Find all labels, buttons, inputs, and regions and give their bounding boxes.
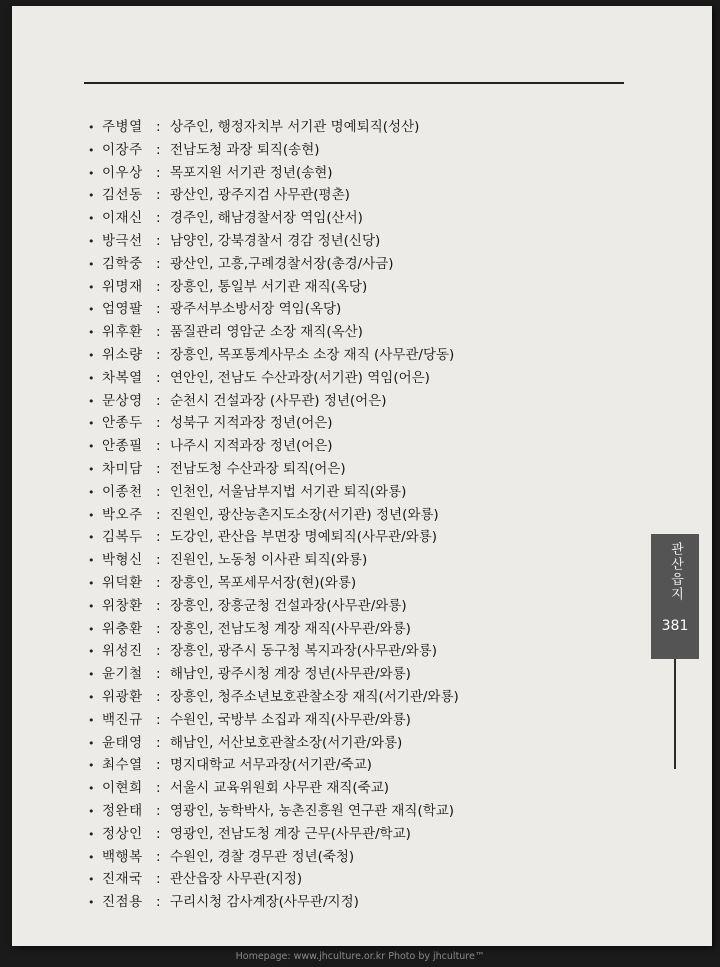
entry-name: 이우상 <box>102 164 143 181</box>
entry-name: 위충환 <box>102 620 143 637</box>
entry-description: 영광인, 전남도청 계장 근무(사무관/학교) <box>170 825 411 842</box>
bullet-icon: • <box>88 554 95 568</box>
entry-description: 장흥인, 전남도청 계장 재직(사무관/와룡) <box>170 620 411 637</box>
list-item <box>88 640 608 663</box>
bullet-icon: • <box>88 326 95 340</box>
side-rule <box>674 659 676 769</box>
entry-description: 장흥인, 통일부 서기관 재직(옥당) <box>170 278 368 295</box>
bullet-icon: • <box>88 417 95 431</box>
bullet-icon: • <box>88 234 95 248</box>
bullet-icon: • <box>88 759 95 773</box>
bullet-icon: • <box>88 896 95 910</box>
separator: : <box>156 506 161 523</box>
separator: : <box>156 460 161 477</box>
bullet-icon: • <box>88 143 95 157</box>
separator: : <box>156 666 161 683</box>
separator: : <box>156 643 161 660</box>
entry-description: 수원인, 국방부 소집과 재직(사무관/와룡) <box>170 711 411 728</box>
list-item <box>88 595 608 618</box>
list-item <box>88 618 608 641</box>
list-item <box>88 526 608 549</box>
list-item <box>88 184 608 207</box>
section-tab <box>651 534 699 659</box>
entry-description: 장흥인, 광주시 동구청 복지과장(사무관/와룡) <box>170 643 437 660</box>
entry-description: 장흥인, 청주소년보호관찰소장 재직(서기관/와룡) <box>170 688 459 705</box>
entry-name: 문상영 <box>102 392 143 409</box>
entry-description: 상주인, 행정자치부 서기관 명예퇴직(성산) <box>170 119 420 135</box>
list-item <box>88 686 608 709</box>
entry-name: 김학중 <box>102 255 143 272</box>
bullet-icon: • <box>88 485 95 499</box>
entry-name: 위소량 <box>102 346 143 363</box>
entry-name: 정완태 <box>102 802 143 819</box>
separator: : <box>156 597 161 614</box>
bullet-icon: • <box>88 850 95 864</box>
entry-description: 전남도청 수산과장 퇴직(어은) <box>170 460 346 477</box>
bullet-icon: • <box>88 212 95 226</box>
separator: : <box>156 164 161 181</box>
entry-name: 위성진 <box>102 643 143 660</box>
entry-description: 장흥인, 목포통계사무소 소장 재직 (사무관/당동) <box>170 346 455 363</box>
separator: : <box>156 415 161 432</box>
separator: : <box>156 552 161 569</box>
entry-description: 도강인, 관산읍 부면장 명예퇴직(사무관/와룡) <box>170 529 437 546</box>
entry-description: 광주서부소방서장 역임(옥당) <box>170 301 342 318</box>
entry-description: 명지대학교 서무과장(서기관/죽교) <box>170 757 372 774</box>
list-item <box>88 412 608 435</box>
list-item <box>88 663 608 686</box>
separator: : <box>156 802 161 819</box>
entry-name: 위창환 <box>102 597 143 614</box>
bullet-icon: • <box>88 873 95 887</box>
book-page <box>12 6 712 946</box>
entry-name: 안종필 <box>102 438 143 455</box>
separator: : <box>156 369 161 386</box>
entry-name: 진점용 <box>102 894 143 911</box>
entry-name: 이종천 <box>102 483 143 500</box>
entry-name: 안종두 <box>102 415 143 432</box>
bullet-icon: • <box>88 804 95 818</box>
separator: : <box>156 734 161 751</box>
entry-name: 박오주 <box>102 506 143 523</box>
bullet-icon: • <box>88 690 95 704</box>
entry-description: 서울시 교육위원회 사무관 재직(죽교) <box>170 780 390 797</box>
entry-name: 정상인 <box>102 825 143 842</box>
entry-name: 차미담 <box>102 460 143 477</box>
bullet-icon: • <box>88 782 95 796</box>
bullet-icon: • <box>88 371 95 385</box>
entry-name: 윤기철 <box>102 666 143 683</box>
list-item <box>88 139 608 162</box>
entry-name: 엄영팔 <box>102 301 143 318</box>
bullet-icon: • <box>88 736 95 750</box>
separator: : <box>156 574 161 591</box>
list-item <box>88 458 608 481</box>
bullet-icon: • <box>88 189 95 203</box>
entry-list <box>88 116 608 914</box>
bullet-icon: • <box>88 531 95 545</box>
bullet-icon: • <box>88 440 95 454</box>
separator: : <box>156 255 161 272</box>
section-title: 관산읍지 <box>668 542 683 602</box>
entry-description: 광산인, 고흥,구례경찰서장(총경/사금) <box>170 255 394 272</box>
bullet-icon: • <box>88 166 95 180</box>
entry-description: 경주인, 해남경찰서장 역임(산서) <box>170 210 363 227</box>
entry-description: 해남인, 광주시청 계장 정년(사무관/와룡) <box>170 666 411 683</box>
list-item <box>88 207 608 230</box>
entry-description: 수원인, 경찰 경무관 정년(죽청) <box>170 848 355 865</box>
entry-description: 장흥인, 목포세무서장(현)(와룡) <box>170 574 357 591</box>
entry-description: 해남인, 서산보호관찰소장(서기관/와룡) <box>170 734 403 751</box>
separator: : <box>156 210 161 227</box>
list-item <box>88 321 608 344</box>
list-item <box>88 253 608 276</box>
separator: : <box>156 848 161 865</box>
entry-description: 성북구 지적과장 정년(어은) <box>170 415 333 432</box>
entry-name: 이현희 <box>102 780 143 797</box>
separator: : <box>156 187 161 204</box>
top-rule <box>84 82 624 84</box>
entry-name: 진재국 <box>102 871 143 888</box>
list-item <box>88 276 608 299</box>
entry-name: 박형신 <box>102 552 143 569</box>
bullet-icon: • <box>88 576 95 590</box>
entry-name: 차복열 <box>102 369 143 386</box>
list-item <box>88 709 608 732</box>
entry-description: 나주시 지적과장 정년(어은) <box>170 438 333 455</box>
bullet-icon: • <box>88 645 95 659</box>
separator: : <box>156 871 161 888</box>
entry-name: 이재신 <box>102 210 143 227</box>
list-item <box>88 891 608 914</box>
separator: : <box>156 278 161 295</box>
entry-name: 위후환 <box>102 324 143 341</box>
footer-credit: Homepage: www.jhculture.or.kr Photo by jhculture™ <box>235 951 485 962</box>
bullet-icon: • <box>88 121 95 134</box>
entry-name: 이장주 <box>102 141 143 158</box>
list-item <box>88 823 608 846</box>
list-item <box>88 230 608 253</box>
entry-name: 김복두 <box>102 529 143 546</box>
entry-name: 방극선 <box>102 232 143 249</box>
separator: : <box>156 757 161 774</box>
bullet-icon: • <box>88 303 95 317</box>
list-item <box>88 344 608 367</box>
bullet-icon: • <box>88 599 95 613</box>
list-item <box>88 846 608 869</box>
list-item <box>88 162 608 185</box>
list-item <box>88 116 608 139</box>
entry-description: 남양인, 강북경찰서 경감 정년(신당) <box>170 232 381 249</box>
list-item <box>88 800 608 823</box>
separator: : <box>156 894 161 911</box>
separator: : <box>156 141 161 158</box>
entry-description: 관산읍장 사무관(지정) <box>170 871 303 888</box>
entry-description: 진원인, 노동청 이사관 퇴직(와룡) <box>170 552 368 569</box>
entry-description: 영광인, 농학박사, 농촌진흥원 연구관 재직(학교) <box>170 802 455 819</box>
list-item <box>88 504 608 527</box>
entry-description: 진원인, 광산농촌지도소장(서기관) 정년(와룡) <box>170 506 439 523</box>
bullet-icon: • <box>88 508 95 522</box>
separator: : <box>156 438 161 455</box>
entry-description: 인천인, 서울남부지법 서기관 퇴직(와룡) <box>170 483 407 500</box>
bullet-icon: • <box>88 668 95 682</box>
entry-description: 품질관리 영암군 소장 재직(옥산) <box>170 324 363 341</box>
list-item <box>88 777 608 800</box>
bullet-icon: • <box>88 348 95 362</box>
entry-name: 주병열 <box>102 119 143 135</box>
entry-name: 위명재 <box>102 278 143 295</box>
list-item <box>88 390 608 413</box>
separator: : <box>156 392 161 409</box>
bullet-icon: • <box>88 622 95 636</box>
separator: : <box>156 688 161 705</box>
list-item <box>88 549 608 572</box>
bullet-icon: • <box>88 280 95 294</box>
bullet-icon: • <box>88 713 95 727</box>
list-item <box>88 732 608 755</box>
separator: : <box>156 324 161 341</box>
bullet-icon: • <box>88 462 95 476</box>
page-number: 381 <box>661 618 689 634</box>
separator: : <box>156 620 161 637</box>
list-item <box>88 754 608 777</box>
list-item <box>88 572 608 595</box>
list-item <box>88 298 608 321</box>
bullet-icon: • <box>88 257 95 271</box>
entry-name: 위광환 <box>102 688 143 705</box>
separator: : <box>156 711 161 728</box>
list-item <box>88 481 608 504</box>
list-item <box>88 868 608 891</box>
list-item <box>88 435 608 458</box>
separator: : <box>156 346 161 363</box>
entry-description: 연안인, 전남도 수산과장(서기관) 역임(어은) <box>170 369 430 386</box>
entry-name: 백행복 <box>102 848 143 865</box>
list-item <box>88 367 608 390</box>
entry-description: 전남도청 과장 퇴직(송현) <box>170 141 320 158</box>
entry-description: 순천시 건설과장 (사무관) 정년(어은) <box>170 392 387 409</box>
separator: : <box>156 483 161 500</box>
entry-name: 김선동 <box>102 187 143 204</box>
entry-description: 목포지원 서기관 정년(송현) <box>170 164 333 181</box>
entry-name: 백진규 <box>102 711 143 728</box>
bullet-icon: • <box>88 394 95 408</box>
separator: : <box>156 301 161 318</box>
entry-description: 광산인, 광주지검 사무관(평촌) <box>170 187 350 204</box>
entry-name: 윤태영 <box>102 734 143 751</box>
entry-description: 장흥인, 장흥군청 건설과장(사무관/와룡) <box>170 597 407 614</box>
separator: : <box>156 529 161 546</box>
separator: : <box>156 780 161 797</box>
bullet-icon: • <box>88 827 95 841</box>
entry-description: 구리시청 감사계장(사무관/지정) <box>170 894 359 911</box>
entry-name: 최수열 <box>102 757 143 774</box>
separator: : <box>156 825 161 842</box>
separator: : <box>156 232 161 249</box>
entry-name: 위덕환 <box>102 574 143 591</box>
separator: : <box>156 119 161 135</box>
